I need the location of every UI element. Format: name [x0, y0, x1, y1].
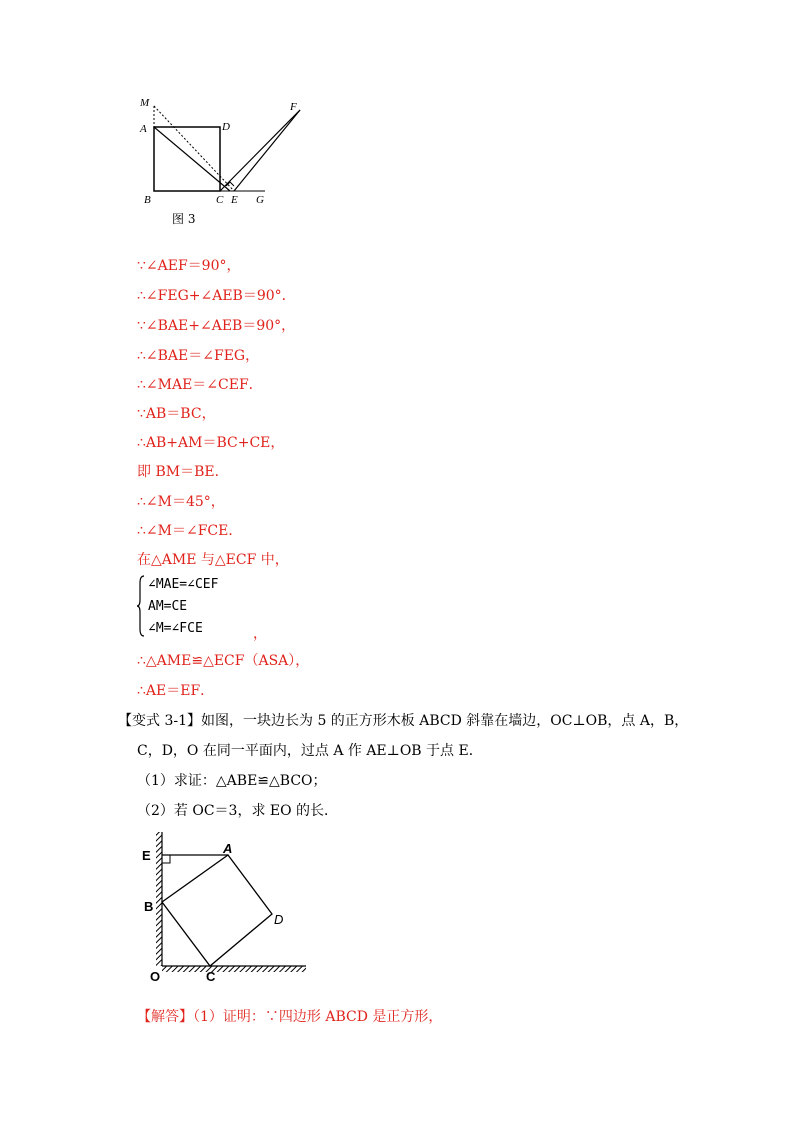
system-suffix: ，: [253, 626, 267, 642]
label-e: E: [142, 848, 151, 863]
system-row-3: ∠M=∠FCE: [148, 621, 203, 636]
solution-line-7: ∴AB+AM＝BC+CE，: [137, 435, 285, 451]
square-abcd: [162, 855, 272, 966]
solution-line-10: ∴∠M＝∠FCE．: [137, 523, 243, 539]
solution-line-9: ∴∠M＝45°，: [137, 494, 225, 510]
solution-line-3: ∵∠BAE+∠AEB＝90°，: [137, 318, 296, 334]
answer-text: （1）证明：∵四边形 ABCD 是正方形，: [193, 1009, 443, 1025]
question-1: （1）求证：△ABE≌△BCO；: [137, 773, 327, 789]
solution-line-6: ∵AB＝BC，: [137, 406, 216, 422]
problem-tag: 【变式 3-1】: [118, 713, 201, 729]
dotted-me: [154, 106, 234, 191]
label-a: A: [140, 123, 147, 135]
solution-line-11: 在△AME 与△ECF 中，: [137, 552, 289, 568]
problem-line-1: [118, 710, 688, 730]
system-row-2: AM=CE: [148, 599, 188, 614]
system-row-1: ∠MAE=∠CEF: [148, 577, 219, 592]
figure-3: [130, 92, 310, 232]
square-abcd: [154, 127, 220, 191]
problem-line-2: C，D，O 在同一平面内，过点 A 作 AE⊥OB 于点 E．: [137, 743, 483, 759]
segment-cf: [220, 110, 300, 191]
wall-hatch: [156, 832, 162, 966]
segment-ae: [154, 127, 230, 191]
label-e: E: [231, 194, 238, 206]
answer-line: [137, 1006, 442, 1026]
answer-tag: 【解答】: [137, 1009, 193, 1025]
solution-conclusion-1: ∴△AME≌△ECF（ASA），: [137, 653, 310, 669]
solution-conclusion-2: ∴AE＝EF．: [137, 683, 215, 699]
solution-line-1: ∵∠AEF＝90°，: [137, 258, 241, 274]
label-f: F: [290, 101, 297, 113]
solution-line-2: ∴∠FEG+∠AEB＝90°．: [137, 288, 296, 304]
label-o: O: [150, 969, 161, 982]
solution-line-8: 即 BM＝BE．: [137, 464, 229, 480]
label-c: C: [216, 194, 224, 206]
label-g: G: [256, 194, 264, 206]
system-brace: [137, 575, 145, 637]
floor-hatch: [162, 966, 306, 972]
segment-ef: [234, 110, 300, 191]
label-d: D: [274, 912, 284, 927]
label-b: B: [144, 899, 154, 914]
label-c: C: [206, 969, 216, 982]
figure-ladder-square: [138, 830, 313, 982]
solution-line-5: ∴∠MAE＝∠CEF．: [137, 377, 263, 393]
label-b: B: [144, 194, 151, 206]
problem-text-1: 如图，一块边长为 5 的正方形木板 ABCD 斜靠在墙边，OC⊥OB，点 A，B，: [201, 713, 689, 729]
solution-line-4: ∴∠BAE＝∠FEG，: [137, 348, 260, 364]
label-m: M: [140, 97, 150, 109]
label-a: A: [223, 841, 233, 856]
label-d: D: [222, 121, 230, 133]
right-angle-mark: [162, 855, 170, 863]
question-2: （2）若 OC＝3，求 EO 的长．: [137, 803, 339, 819]
figure-caption: 图 3: [172, 212, 196, 226]
